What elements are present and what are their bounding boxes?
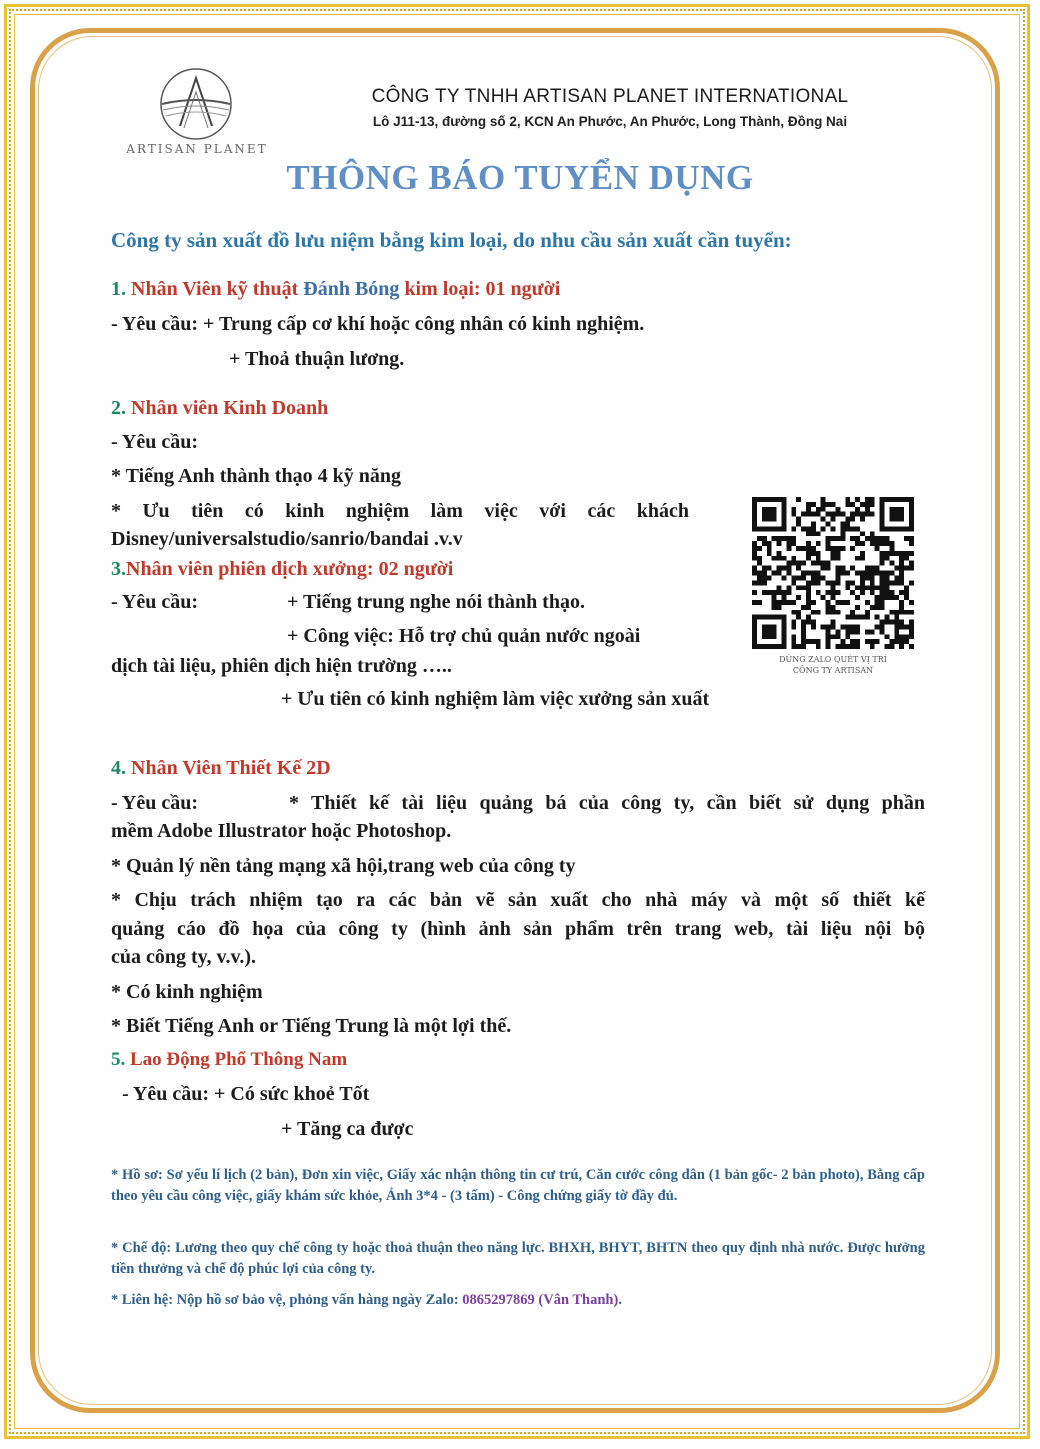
job-4-line-3: mềm Adobe Illustrator hoặc Photoshop.: [111, 820, 452, 842]
job-1-heading: [111, 278, 560, 301]
job-4-line-6: quảng cáo đồ họa của công ty (hình ảnh sản phẩm trên trang web, tài liệu nội bộ: [111, 918, 925, 940]
job-2-line-1: - Yêu cầu:: [111, 431, 199, 453]
job-4-heading: [111, 757, 331, 780]
planet-logo-icon: [156, 66, 236, 142]
job-5-line-2: + Tăng ca được: [281, 1118, 414, 1140]
note-che-do: * Chế độ: Lương theo quy chế công ty hoặc thoả thuận theo năng lực. BHXH, BHYT, BHTN theo quy định nhà nước. Được hưởng tiền thưởng và chế độ phúc lợi của công ty.: [111, 1240, 925, 1277]
job-1-number: 1.: [111, 278, 126, 300]
job-3-line-4: dịch tài liệu, phiên dịch hiện trường …..: [111, 655, 452, 677]
job-3-line-5: + Ưu tiên có kinh nghiệm làm việc xưởng sản xuất: [281, 688, 710, 710]
qr-caption-line-2: CÔNG TY ARTISAN: [792, 666, 874, 675]
job-5-number: 5.: [111, 1049, 126, 1070]
job-5-line-1: - Yêu cầu: + Có sức khoẻ Tốt: [122, 1083, 370, 1105]
company-address: Lô J11-13, đường số 2, KCN An Phước, An Phước, Long Thành, Đồng Nai: [372, 114, 848, 129]
job-5-title: Lao Động Phổ Thông Nam: [125, 1049, 348, 1070]
job-5-heading: [111, 1049, 347, 1071]
qr-caption: [752, 654, 914, 676]
job-4-number: 4.: [111, 757, 126, 779]
company-name: CÔNG TY TNHH ARTISAN PLANET INTERNATIONAL: [371, 86, 849, 107]
note-end: .: [618, 1292, 622, 1308]
job-4-line-5: * Chịu trách nhiệm tạo ra các bản vẽ sản xuất cho nhà máy và một số thiết kế: [111, 889, 925, 911]
job-1-line-1: - Yêu cầu: + Trung cấp cơ khí hoặc công nhân có kinh nghiệm.: [111, 313, 645, 335]
job-2-line-3: * Ưu tiên có kinh nghiệm làm việc với các khách: [111, 500, 689, 522]
qr-caption-line-1: DÙNG ZALO QUÉT VỊ TRÍ: [779, 655, 887, 664]
job-3-heading: [111, 558, 453, 581]
contact-phone: 0865297869 (Vân Thanh): [462, 1292, 619, 1308]
job-4-line-2: * Thiết kế tài liệu quảng bá của công ty, cần biết sử dụng phần: [289, 792, 925, 814]
qr-code-icon: [752, 497, 914, 649]
job-2-line-2: * Tiếng Anh thành thạo 4 kỹ năng: [111, 465, 401, 487]
job-3-number: 3.: [111, 558, 126, 580]
job-4-line-9: * Biết Tiếng Anh or Tiếng Trung là một lợi thế.: [111, 1015, 512, 1037]
note-lien-he: [111, 1290, 925, 1311]
intro-text: Công ty sản xuất đồ lưu niệm bằng kim loại, do nhu cầu sản xuất cần tuyển:: [111, 228, 792, 252]
job-2-heading: [111, 397, 328, 420]
job-2-number: 2.: [111, 397, 126, 419]
job-2-line-4: Disney/universalstudio/sanrio/bandai .v.v: [111, 528, 463, 550]
job-3-line-3: + Công việc: Hỗ trợ chủ quản nước ngoài: [287, 625, 641, 647]
job-4-line-8: * Có kinh nghiệm: [111, 981, 263, 1003]
job-4-line-4: * Quản lý nền tảng mạng xã hội,trang web của công ty: [111, 855, 576, 877]
job-1-title-a: Nhân Viên kỹ thuật: [126, 278, 304, 300]
job-3-line-2: + Tiếng trung nghe nói thành thạo.: [287, 591, 585, 613]
page-title: THÔNG BÁO TUYỂN DỤNG: [286, 158, 754, 197]
job-4-title: Nhân Viên Thiết Kế 2D: [126, 757, 331, 779]
job-3-line-1: - Yêu cầu:: [111, 591, 199, 613]
job-1-title-b: Đánh Bóng: [303, 278, 400, 300]
note-ho-so: * Hồ sơ: Sơ yếu lí lịch (2 bản), Đơn xin việc, Giấy xác nhận thông tin cư trú, Căn cước công dân (1 bản gốc- 2 bản photo), Bằng cấp theo yêu cầu công việc, giấy khám sức khỏe, Ảnh 3*4 - (3 tấm) - Công chứng giấy tờ đầy đủ.: [111, 1167, 925, 1204]
job-2-title: Nhân viên Kinh Doanh: [126, 397, 329, 419]
job-4-line-7: của công ty, v.v.).: [111, 946, 257, 968]
job-3-title: Nhân viên phiên dịch xưởng: 02 người: [126, 558, 454, 580]
job-1-line-2: + Thoả thuận lương.: [229, 348, 405, 370]
job-1-title-c: kim loại: 01 người: [399, 278, 561, 300]
job-4-line-1: - Yêu cầu:: [111, 792, 199, 814]
company-logo: [112, 66, 282, 160]
note-lien-he-text: * Liên hệ: Nộp hồ sơ bảo vệ, phỏng vấn hàng ngày Zalo:: [111, 1292, 463, 1308]
logo-text: ARTISAN PLANET: [126, 142, 268, 156]
